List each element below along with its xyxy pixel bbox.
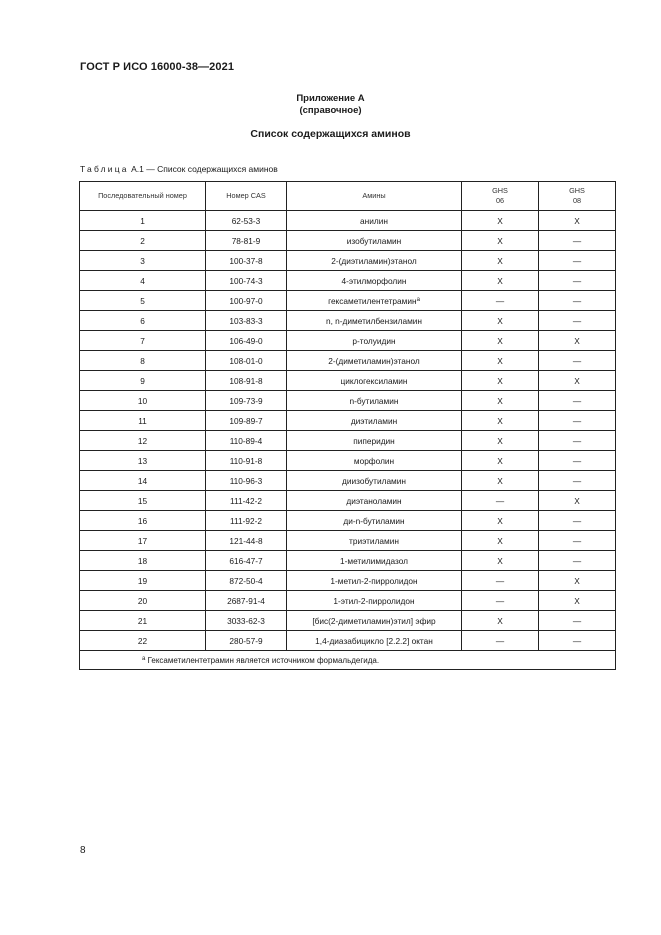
- cell-ghs08-text: —: [572, 295, 582, 306]
- cell-amine-text: n-бутиламин: [349, 395, 399, 406]
- cell-ghs08: [539, 271, 616, 291]
- footnote-row: [80, 651, 616, 670]
- cell-seq: [80, 391, 206, 411]
- cell-ghs08: [539, 591, 616, 611]
- table-row: [80, 271, 616, 291]
- cell-seq-text: 17: [137, 535, 148, 546]
- table-row: [80, 511, 616, 531]
- table-caption: [80, 164, 278, 174]
- cell-amine-text: 1-метил-2-пирролидон: [330, 575, 418, 586]
- cell-amine-text: 1,4-диазабицикло [2.2.2] октан: [315, 635, 433, 646]
- cell-ghs06-text: X: [497, 235, 503, 246]
- cell-seq-text: 20: [137, 595, 148, 606]
- table-row: [80, 611, 616, 631]
- cell-ghs08: [539, 231, 616, 251]
- cell-seq: [80, 311, 206, 331]
- col-header-ghs08-line2: 08: [572, 196, 582, 205]
- cell-ghs06: [462, 551, 539, 571]
- cell-ghs06-text: X: [497, 615, 503, 626]
- cell-amine-text: 2-(диэтиламин)этанол: [331, 255, 417, 266]
- cell-ghs06-text: X: [497, 475, 503, 486]
- col-header-ghs08: [539, 182, 616, 211]
- cell-ghs08-text: X: [574, 335, 580, 346]
- cell-ghs08: [539, 531, 616, 551]
- cell-seq-text: 5: [140, 295, 145, 306]
- cell-ghs06: [462, 591, 539, 611]
- cell-seq: [80, 611, 206, 631]
- cell-ghs06: [462, 451, 539, 471]
- cell-ghs06-text: X: [497, 255, 503, 266]
- cell-ghs08-text: —: [572, 475, 582, 486]
- cell-ghs08-text: —: [572, 395, 582, 406]
- cell-cas-text: 106-49-0: [229, 335, 263, 346]
- cell-ghs08-text: —: [572, 255, 582, 266]
- table-row: [80, 471, 616, 491]
- cell-seq-text: 14: [137, 475, 148, 486]
- cell-ghs06: [462, 231, 539, 251]
- cell-cas: [206, 371, 287, 391]
- cell-seq: [80, 291, 206, 311]
- table-row: [80, 531, 616, 551]
- table-row: [80, 291, 616, 311]
- cell-ghs06: [462, 351, 539, 371]
- cell-seq-text: 21: [137, 615, 148, 626]
- cell-ghs06-text: X: [497, 275, 503, 286]
- cell-ghs08-text: —: [572, 315, 582, 326]
- cell-ghs08: [539, 371, 616, 391]
- cell-ghs06: [462, 371, 539, 391]
- col-header-cas: Номер CAS: [206, 182, 287, 211]
- col-header-seq: Последовательный номер: [80, 182, 206, 211]
- cell-ghs06: [462, 531, 539, 551]
- cell-cas-text: 872-50-4: [229, 575, 263, 586]
- table-row: [80, 431, 616, 451]
- table-row: [80, 411, 616, 431]
- cell-ghs08: [539, 611, 616, 631]
- cell-cas-text: 100-97-0: [229, 295, 263, 306]
- cell-cas: [206, 391, 287, 411]
- cell-ghs08: [539, 331, 616, 351]
- cell-ghs08-text: —: [572, 635, 582, 646]
- cell-seq: [80, 251, 206, 271]
- cell-ghs06: [462, 631, 539, 651]
- cell-ghs06-text: —: [495, 495, 505, 506]
- cell-ghs08-text: —: [572, 415, 582, 426]
- cell-seq-text: 7: [140, 335, 145, 346]
- cell-seq: [80, 231, 206, 251]
- cell-amine-text: триэтиламин: [349, 535, 399, 546]
- cell-cas: [206, 631, 287, 651]
- cell-seq-text: 19: [137, 575, 148, 586]
- cell-ghs06-text: X: [497, 315, 503, 326]
- cell-seq: [80, 271, 206, 291]
- cell-amine-text: изобутиламин: [346, 235, 402, 246]
- cell-seq-text: 9: [140, 375, 145, 386]
- cell-seq-text: 16: [137, 515, 148, 526]
- cell-seq-text: 13: [137, 455, 148, 466]
- table-row: [80, 571, 616, 591]
- table-row: [80, 631, 616, 651]
- cell-ghs08: [539, 251, 616, 271]
- cell-seq: [80, 431, 206, 451]
- cell-ghs08: [539, 351, 616, 371]
- cell-cas-text: 111-42-2: [230, 495, 262, 506]
- cell-seq-text: 6: [140, 315, 145, 326]
- cell-seq-text: 8: [140, 355, 145, 366]
- cell-ghs06: [462, 431, 539, 451]
- cell-ghs06-text: X: [497, 415, 503, 426]
- cell-ghs08-text: X: [574, 575, 580, 586]
- cell-amine-text: ди-n-бутиламин: [343, 515, 405, 526]
- cell-amine: [287, 591, 462, 611]
- cell-ghs06-text: X: [497, 215, 503, 226]
- table-row: [80, 251, 616, 271]
- cell-amine: [287, 491, 462, 511]
- cell-cas: [206, 431, 287, 451]
- cell-seq-text: 18: [137, 555, 148, 566]
- cell-cas: [206, 511, 287, 531]
- cell-cas-text: 121-44-8: [229, 535, 263, 546]
- cell-cas-text: 109-73-9: [229, 395, 263, 406]
- cell-ghs06: [462, 571, 539, 591]
- cell-amine: [287, 211, 462, 231]
- cell-cas: [206, 311, 287, 331]
- col-header-ghs06-line1: GHS: [492, 186, 508, 195]
- cell-cas-text: 110-91-8: [229, 455, 263, 466]
- cell-cas: [206, 611, 287, 631]
- cell-seq: [80, 531, 206, 551]
- cell-ghs08-text: —: [572, 435, 582, 446]
- cell-ghs08-text: —: [572, 535, 582, 546]
- cell-ghs06-text: X: [497, 395, 503, 406]
- cell-seq: [80, 571, 206, 591]
- cell-cas-text: 110-89-4: [229, 435, 263, 446]
- cell-amine-text: диэтиламин: [350, 415, 398, 426]
- cell-seq-text: 4: [140, 275, 145, 286]
- footnote-mark: а: [142, 655, 146, 662]
- cell-ghs08-text: —: [572, 235, 582, 246]
- cell-ghs06-text: —: [495, 595, 505, 606]
- cell-seq-text: 22: [137, 635, 148, 646]
- cell-amine: [287, 631, 462, 651]
- cell-ghs08-text: X: [574, 495, 580, 506]
- cell-seq: [80, 551, 206, 571]
- cell-amine-text: [бис(2-диметиламин)этил] эфир: [312, 615, 436, 626]
- cell-ghs06-text: X: [497, 515, 503, 526]
- cell-ghs06: [462, 611, 539, 631]
- cell-cas-text: 616-47-7: [229, 555, 263, 566]
- cell-seq: [80, 211, 206, 231]
- cell-seq: [80, 411, 206, 431]
- cell-amine: [287, 471, 462, 491]
- cell-seq: [80, 591, 206, 611]
- table-row: [80, 591, 616, 611]
- cell-ghs06-text: X: [497, 335, 503, 346]
- cell-amine-text: диизобутиламин: [342, 475, 406, 486]
- cell-cas: [206, 211, 287, 231]
- cell-seq: [80, 371, 206, 391]
- cell-seq-text: 3: [140, 255, 145, 266]
- table-row: [80, 451, 616, 471]
- table-caption-prefix: Таблица: [80, 164, 129, 174]
- cell-cas-text: 103-83-3: [229, 315, 263, 326]
- cell-amine: [287, 511, 462, 531]
- table-row: [80, 491, 616, 511]
- cell-cas-text: 62-53-3: [231, 215, 261, 226]
- annex-title: Приложение А: [296, 93, 365, 104]
- cell-ghs06: [462, 471, 539, 491]
- cell-cas-text: 110-96-3: [229, 475, 263, 486]
- cell-ghs08: [539, 491, 616, 511]
- cell-ghs08-text: —: [572, 355, 582, 366]
- table-header-row: [80, 182, 616, 211]
- cell-ghs06: [462, 491, 539, 511]
- cell-seq-text: 12: [137, 435, 148, 446]
- cell-ghs08-text: —: [572, 275, 582, 286]
- cell-amine: [287, 251, 462, 271]
- table-row: [80, 311, 616, 331]
- cell-cas-text: 111-92-2: [230, 515, 262, 526]
- cell-cas: [206, 571, 287, 591]
- col-header-ghs06-line2: 06: [495, 196, 505, 205]
- cell-ghs06: [462, 311, 539, 331]
- cell-amine-text: диэтаноламин: [346, 495, 402, 506]
- cell-seq: [80, 471, 206, 491]
- cell-ghs06-text: X: [497, 375, 503, 386]
- cell-amine-text: 4-этилморфолин: [341, 275, 407, 286]
- cell-ghs08: [539, 551, 616, 571]
- table-row: [80, 231, 616, 251]
- col-header-amine: Амины: [287, 182, 462, 211]
- cell-cas: [206, 411, 287, 431]
- cell-amine: [287, 391, 462, 411]
- cell-ghs08-text: X: [574, 375, 580, 386]
- cell-amine: [287, 551, 462, 571]
- table-row: [80, 371, 616, 391]
- cell-amine-text: 1-метилимидазол: [339, 555, 408, 566]
- cell-ghs06-text: X: [497, 455, 503, 466]
- cell-ghs06-text: X: [497, 435, 503, 446]
- cell-ghs06: [462, 331, 539, 351]
- footnote-text: Гексаметилентетрамин является источником формальдегида.: [145, 655, 380, 665]
- footnote: [80, 651, 616, 670]
- cell-cas: [206, 331, 287, 351]
- cell-cas: [206, 351, 287, 371]
- cell-amine-text: анилин: [360, 215, 388, 226]
- cell-cas: [206, 451, 287, 471]
- table-row: [80, 391, 616, 411]
- cell-amine: [287, 371, 462, 391]
- col-header-ghs06: [462, 182, 539, 211]
- cell-seq: [80, 351, 206, 371]
- cell-seq: [80, 631, 206, 651]
- cell-ghs06-text: —: [495, 295, 505, 306]
- cell-cas: [206, 271, 287, 291]
- table-row: [80, 351, 616, 371]
- cell-ghs08-text: —: [572, 555, 582, 566]
- cell-amine-text: 2-(диметиламин)этанол: [328, 355, 420, 366]
- table-row: [80, 331, 616, 351]
- cell-ghs06: [462, 271, 539, 291]
- cell-cas-text: 100-37-8: [229, 255, 263, 266]
- cell-ghs08: [539, 311, 616, 331]
- table-caption-text: А.1 — Список содержащихся аминов: [128, 164, 278, 174]
- cell-seq-text: 2: [140, 235, 145, 246]
- cell-amine: [287, 611, 462, 631]
- cell-amine: [287, 451, 462, 471]
- cell-ghs08-text: —: [572, 615, 582, 626]
- table-row: [80, 551, 616, 571]
- cell-ghs06-text: X: [497, 355, 503, 366]
- cell-ghs08-text: —: [572, 515, 582, 526]
- cell-seq-text: 11: [138, 415, 147, 426]
- cell-cas-text: 108-91-8: [229, 375, 263, 386]
- cell-seq-text: 15: [137, 495, 148, 506]
- cell-amine: [287, 271, 462, 291]
- cell-ghs08: [539, 511, 616, 531]
- cell-seq-text: 1: [140, 215, 145, 226]
- cell-cas-text: 280-57-9: [229, 635, 263, 646]
- cell-ghs06: [462, 251, 539, 271]
- cell-seq: [80, 511, 206, 531]
- cell-ghs06: [462, 211, 539, 231]
- cell-amine-text: p-толуидин: [352, 335, 396, 346]
- annex-subtitle: (справочное): [299, 105, 362, 116]
- cell-amine: [287, 231, 462, 251]
- cell-amine: [287, 571, 462, 591]
- cell-amine-text: n, n-диметилбензиламин: [325, 315, 423, 326]
- cell-ghs06: [462, 391, 539, 411]
- cell-cas-text: 3033-62-3: [227, 615, 265, 626]
- cell-ghs08: [539, 471, 616, 491]
- section-title: Список содержащихся аминов: [250, 128, 411, 140]
- cell-amine: [287, 431, 462, 451]
- cell-cas: [206, 551, 287, 571]
- cell-cas: [206, 531, 287, 551]
- amines-table: [79, 181, 616, 670]
- cell-ghs08: [539, 291, 616, 311]
- footnote-ref: а: [416, 296, 420, 303]
- cell-ghs08-text: —: [572, 455, 582, 466]
- col-header-ghs08-line1: GHS: [569, 186, 585, 195]
- cell-cas-text: 109-89-7: [229, 415, 263, 426]
- cell-ghs08: [539, 431, 616, 451]
- cell-seq: [80, 331, 206, 351]
- cell-cas-text: 78-81-9: [231, 235, 261, 246]
- cell-seq: [80, 491, 206, 511]
- cell-amine-text: морфолин: [353, 455, 395, 466]
- cell-ghs06-text: X: [497, 535, 503, 546]
- cell-cas: [206, 471, 287, 491]
- cell-ghs08: [539, 451, 616, 471]
- cell-cas: [206, 231, 287, 251]
- cell-cas-text: 2687-91-4: [227, 595, 265, 606]
- cell-ghs06-text: —: [495, 635, 505, 646]
- cell-amine: [287, 331, 462, 351]
- cell-cas-text: 100-74-3: [229, 275, 263, 286]
- cell-cas: [206, 251, 287, 271]
- cell-ghs06: [462, 291, 539, 311]
- cell-seq-text: 10: [137, 395, 148, 406]
- cell-cas: [206, 291, 287, 311]
- standard-header: ГОСТ Р ИСО 16000-38—2021: [80, 61, 235, 73]
- cell-ghs06-text: —: [495, 575, 505, 586]
- cell-amine: [287, 351, 462, 371]
- cell-cas: [206, 591, 287, 611]
- cell-amine-text: пиперидин: [353, 435, 395, 446]
- cell-amine: [287, 411, 462, 431]
- cell-amine-text: гексаметилентетрамин: [328, 295, 417, 306]
- cell-ghs08: [539, 391, 616, 411]
- cell-ghs08: [539, 211, 616, 231]
- cell-cas-text: 108-01-0: [229, 355, 263, 366]
- cell-amine: [287, 291, 462, 311]
- cell-seq: [80, 451, 206, 471]
- cell-amine: [287, 531, 462, 551]
- cell-ghs08-text: X: [574, 595, 580, 606]
- cell-cas: [206, 491, 287, 511]
- cell-amine: [287, 311, 462, 331]
- cell-amine-text: циклогексиламин: [340, 375, 408, 386]
- cell-amine-text: 1-этил-2-пирролидон: [333, 595, 415, 606]
- cell-ghs08-text: X: [574, 215, 580, 226]
- table-row: [80, 211, 616, 231]
- cell-ghs06-text: X: [497, 555, 503, 566]
- cell-ghs08: [539, 571, 616, 591]
- cell-ghs08: [539, 631, 616, 651]
- cell-ghs06: [462, 511, 539, 531]
- cell-ghs08: [539, 411, 616, 431]
- page-number: 8: [80, 845, 86, 856]
- cell-ghs06: [462, 411, 539, 431]
